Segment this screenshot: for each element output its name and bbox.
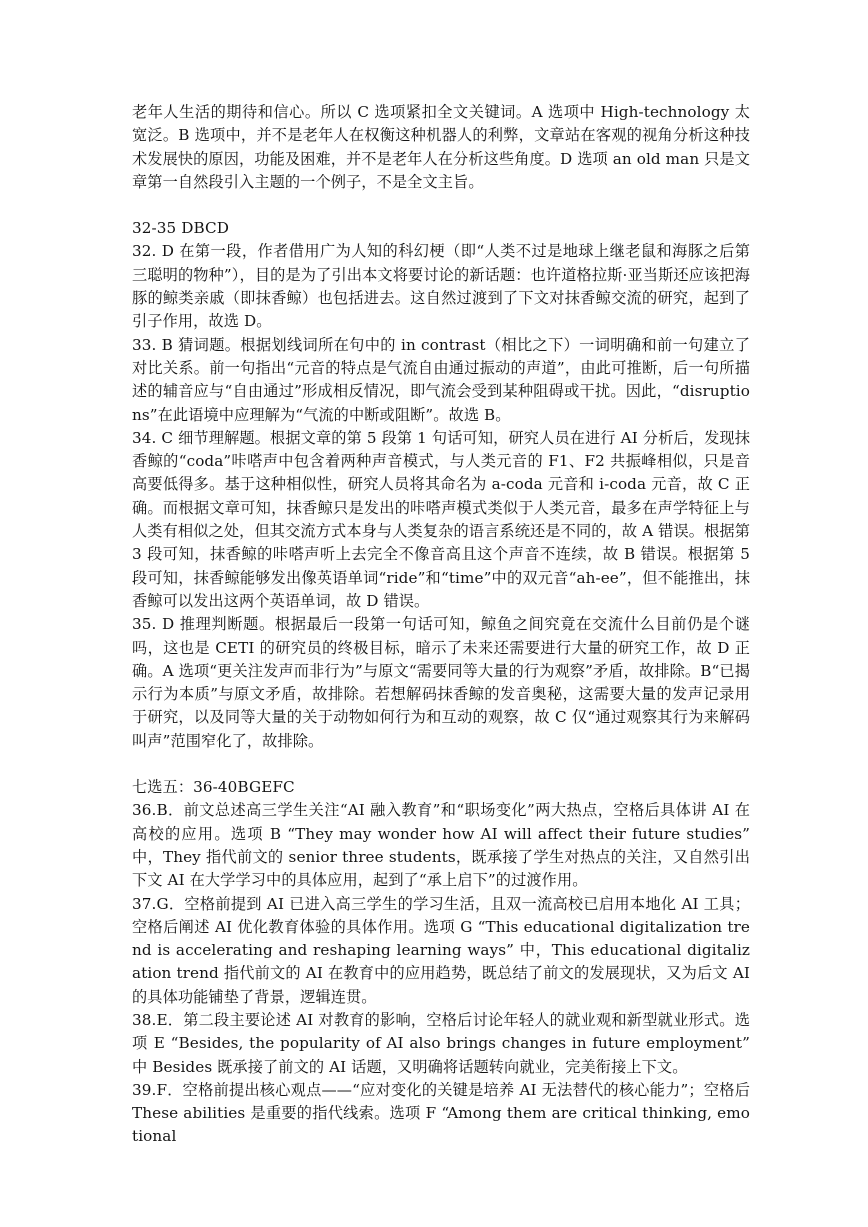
- explanation-33: 33. B 猜词题。根据划线词所在句中的 in contrast（相比之下）一词明确和前一句建立了对比关系。前一句指出“元音的特点是气流自由通过振动的声道”，由此可推断，后一句所描述的辅音应与“自由通过”形成相反情况，即气流会受到某种阻碍或干扰。因此，“disruptions”在此语境中应理解为“气流的中断或阻断”。故选 B。: [132, 335, 750, 424]
- paragraph-gap: [132, 194, 750, 217]
- explanation-34: 34. C 细节理解题。根据文章的第 5 段第 1 句话可知，研究人员在进行 AI 分析后，发现抹香鲸的“coda”咔嗒声中包含着两种声音模式，与人类元音的 F1、F2 共振峰相似，只是音高要低得多。基于这种相似性，研究人员将其命名为 a-coda 元音和 i-coda 元音，故 C 正确。而根据文章可知，抹香鲸只是发出的咔嗒声模式类似于人类元音，最多在声学特征上与人类有相似之处，但其交流方式本身与人类复杂的语言系统还是不同的，故 A 错误。根据第 3 段可知，抹香鲸的咔嗒声听上去完全不像音高且这个声音不连续，故 B 错误。根据第 5 段可知，抹香鲸能够发出像英语单词“ride”和“time”中的双元音“ah-ee”，但不能推出，抹香鲸可以发出这两个英语单词，故 D 错误。: [132, 428, 750, 610]
- explanation-38: 38.E．第二段主要论述 AI 对教育的影响，空格后讨论年轻人的就业观和新型就业形式。选项 E “Besides, the popularity of AI also brings changes in future employment” 中 Besides 既承接了前文的 AI 话题，又明确将话题转向就业，完美衔接上下文。: [132, 1010, 750, 1076]
- explanation-39: 39.F．空格前提出核心观点——“应对变化的关键是培养 AI 无法替代的核心能力”；空格后 These abilities 是重要的指代线索。选项 F “Among them are critical thinking, emotional: [132, 1080, 750, 1146]
- explanation-32: 32. D 在第一段，作者借用广为人知的科幻梗（即“人类不过是地球上继老鼠和海豚之后第三聪明的物种”），目的是为了引出本文将要讨论的新话题：也许道格拉斯·亚当斯还应该把海豚的鲸类亲戚（即抹香鲸）也包括进去。这自然过渡到了下文对抹香鲸交流的研究，起到了引子作用，故选 D。: [132, 242, 750, 331]
- explanation-35: 35. D 推理判断题。根据最后一段第一句话可知，鲸鱼之间究竟在交流什么目前仍是个谜吗，这也是 CETI 的研究员的终极目标，暗示了未来还需要进行大量的研究工作，故 D 正确。A 选项“更关注发声而非行为”与原文“需要同等大量的行为观察”矛盾，故排除。B“已揭示行为本质”与原文矛盾，故排除。若想解码抹香鲸的发音奥秘，这需要大量的发声记录用于研究，以及同等大量的关于动物如何行为和互动的观察，故 C 仅“通过观察其行为来解码叫声”范围窄化了，故排除。: [132, 615, 750, 750]
- explanation-36: 36.B．前文总述高三学生关注“AI 融入教育”和“职场变化”两大热点，空格后具体讲 AI 在高校的应用。选项 B “They may wonder how AI will affect their future studies” 中，They 指代前文的 senior three students，既承接了学生对热点的关注，又自然引出下文 AI 在大学学习中的具体应用，起到了“承上启下”的过渡作用。: [132, 801, 750, 890]
- paragraph-intro-answer-analysis: 老年人生活的期待和信心。所以 C 选项紧扣全文关键词。A 选项中 High-technology 太宽泛。B 选项中，并不是老年人在权衡这种机器人的利弊，文章站在客观的视角分析这种技术发展快的原因，功能及困难，并不是老年人在分析这些角度。D 选项 an old man 只是文章第一自然段引入主题的一个例子，不是全文主旨。: [132, 103, 750, 191]
- answer-key-32-35: 32-35 DBCD: [132, 219, 230, 238]
- answer-key-36-40: 七选五：36-40BGEFC: [132, 778, 295, 797]
- explanation-37: 37.G．空格前提到 AI 已进入高三学生的学习生活，且双一流高校已启用本地化 AI 工具；空格后阐述 AI 优化教育体验的具体作用。选项 G “This educational digitalization trend is accelerating and reshaping learning ways” 中，This educational digitalization trend 指代前文的 AI 在教育中的应用趋势，既总结了前文的发展现状，又为后文 AI 的具体功能铺垫了背景，逻辑连贯。: [132, 894, 750, 1006]
- paragraph-gap: [132, 753, 750, 776]
